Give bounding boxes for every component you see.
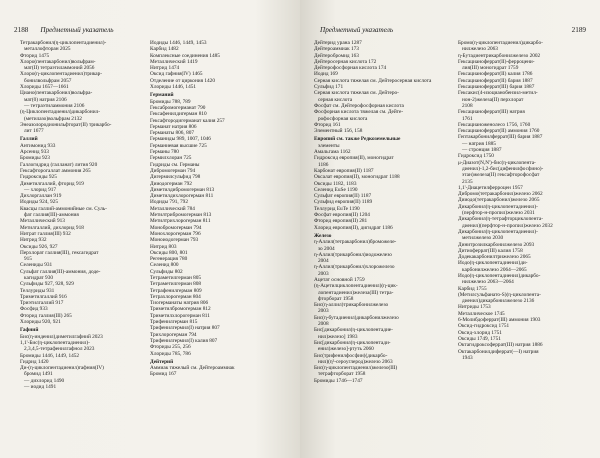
index-entry: Ди-(η-циклопентадиенил)гафния(IV) bbox=[20, 365, 104, 372]
index-entry: рофосфорная кислота bbox=[318, 115, 368, 122]
index-entry: Металлический 784 bbox=[150, 205, 195, 212]
index-entry: Оксиды 800, 801 bbox=[150, 249, 188, 256]
index-entry: мат(0) натрия 2106 bbox=[24, 96, 67, 103]
index-entry: Сульфид 171 bbox=[314, 84, 344, 91]
index-entry: енил)железо]-ртуть 2060 bbox=[318, 346, 374, 353]
index-entry: Селенид 800 bbox=[150, 262, 179, 269]
index-entry: Триметилгаллий 916 bbox=[20, 293, 67, 300]
index-entry: Диметилдибромогерман 813 bbox=[150, 186, 215, 193]
index-entry: Бромиды 923 bbox=[20, 155, 50, 162]
index-entry: Дейтероаммиак 173 bbox=[314, 46, 359, 53]
index-entry: Гексафторогаллат аммония 265 bbox=[20, 167, 91, 174]
index-entry: Фторид галлия(III) 265 bbox=[20, 312, 72, 319]
index-entry: Селенид EuSe 1190 bbox=[314, 186, 358, 193]
index-entry: Дейтеробромид 163 bbox=[314, 52, 359, 59]
index-entry: 1,1'-Диацетилферроцен 1957 bbox=[458, 184, 523, 191]
index-entry: Бромид 167 bbox=[150, 371, 177, 378]
index-entry: Оксалат европия(II), моногидрат 1188 bbox=[314, 174, 400, 181]
index-entry: (η-Ацетилциклопентадиенил)(η-цик- bbox=[314, 283, 398, 290]
index-entry: Галлогидрид (галланат) лития 920 bbox=[20, 161, 98, 168]
index-entry: Фосфид 933 bbox=[20, 306, 48, 313]
index-entry: (Метилсульфанато-S)(η-циклопента- bbox=[458, 291, 541, 298]
index-entry: Бис(η-циклопентадиенил)железо(III) bbox=[314, 365, 398, 372]
index-section-heading: Европий см. также Редкоземельные bbox=[314, 136, 401, 143]
index-entry: элементы bbox=[318, 142, 340, 149]
index-entry: 2135 bbox=[462, 178, 473, 185]
index-entry: Триметилбромогерман 812 bbox=[150, 306, 211, 313]
index-entry: Дибромогерман 794 bbox=[150, 167, 196, 174]
index-entry: — стронция 1887 bbox=[462, 147, 502, 154]
index-entry: Диметилгаллий, фторид 919 bbox=[20, 180, 84, 187]
index-entry: Моноиодогерман 793 bbox=[150, 237, 199, 244]
index-entry: Метилтрихлорогерман 811 bbox=[150, 218, 211, 225]
index-entry: карбонилжелезо 2064—2065 bbox=[462, 266, 527, 273]
index-entry: Бромиды 1746—1747 bbox=[314, 377, 363, 384]
index-entry: Дигермилсульфид 798 bbox=[150, 174, 201, 181]
index-entry: тетрафторборат 1958 bbox=[318, 371, 366, 378]
index-entry: нил)железо] 1983 bbox=[318, 333, 358, 340]
index-entry: диенил)дикарбонилжелезо 2136 bbox=[462, 298, 535, 305]
index-entry: Хлориды 920, 921 bbox=[20, 319, 61, 326]
index-entry: серная кислота bbox=[318, 96, 353, 103]
index-column bbox=[314, 40, 432, 384]
index-entry: Фторид 1475 bbox=[20, 52, 50, 59]
index-entry: металлофторан 2025 bbox=[24, 46, 71, 53]
index-entry: Гексацианоферрат(II) аммония 1760 bbox=[458, 128, 540, 135]
index-entry: Гидроксид 1750 bbox=[458, 153, 494, 160]
index-entry: нилжелезо 2063—2064 bbox=[462, 279, 514, 286]
index-entry: 2004 bbox=[318, 258, 329, 265]
index-entry: Гексацианоферрат(II)-ферроцени- bbox=[458, 58, 535, 65]
index-entry: Гермилхлоран 725 bbox=[150, 155, 192, 162]
index-entry: Бромо(η-циклопентадиенил)дикарбо- bbox=[458, 40, 543, 46]
index-section-heading: Гафний bbox=[20, 327, 39, 334]
index-entry: Фториды 255, 256 bbox=[150, 344, 191, 351]
index-entry: мат(II) тетраэтиламмоний 2056 bbox=[24, 65, 95, 72]
left-page-header bbox=[14, 26, 113, 34]
index-entry: Тетраметилгерман 808 bbox=[150, 281, 202, 288]
index-entry: Гексабромогерманат 790 bbox=[150, 104, 206, 111]
index-entry: Дикарбонил(η-тетрафторциклопента- bbox=[458, 216, 543, 223]
index-entry: Бис(η-бутадиенил)дикарбонилжелезо bbox=[314, 314, 399, 321]
index-section-heading: Дейтерий bbox=[150, 358, 174, 365]
index-column bbox=[458, 40, 580, 361]
index-entry: Нитрид 1474 bbox=[150, 65, 180, 72]
index-entry: 2003 bbox=[318, 270, 329, 277]
index-entry: Триметилхлорогерман 811 bbox=[150, 312, 210, 319]
index-entry: Фторид 161 bbox=[314, 121, 341, 128]
index-entry: Дииодо(тетракарбонил)железо 2065 bbox=[458, 197, 540, 204]
index-entry: Фторид европия(II) 281 bbox=[314, 218, 368, 225]
index-entry: Гексацианоферрат(II) калия 1786 bbox=[458, 71, 533, 78]
index-entry: Сульфат европия(II) 1187 bbox=[314, 193, 372, 200]
index-entry: Сульфиды 927, 928, 929 bbox=[20, 281, 74, 288]
index-entry: (η-Циклопентадиенил)дикарбонил- bbox=[20, 109, 100, 116]
index-entry: Бис(трифенилфосфин)(дикарбо- bbox=[314, 352, 388, 359]
running-title: Предметный указатель bbox=[320, 26, 394, 34]
index-entry: метилжелезо 2030 bbox=[462, 235, 504, 242]
index-entry: Бис[дикарбонил(η-циклопентадие- bbox=[314, 327, 393, 334]
running-title: Предметный указатель bbox=[40, 26, 114, 34]
index-entry: диенил)-1,2-бис(дифенилфосфино)- bbox=[462, 165, 544, 172]
index-entry: Хлориды 785, 786 bbox=[150, 350, 191, 357]
index-entry: Оксиды 1182, 1183 bbox=[314, 180, 357, 187]
index-entry: нил)(η²-сероуглерод)железо 2063 bbox=[318, 358, 393, 365]
index-entry: Гидрид 1420 bbox=[20, 358, 49, 365]
index-entry: Иодо(η-циклопентадиенил)ди- bbox=[458, 260, 528, 267]
index-entry: Дитиоферрат(III) калия 1758 bbox=[458, 247, 523, 254]
index-entry: Гексацианоферрат(III) натрия bbox=[458, 109, 525, 116]
index-entry: Тетракарбонил(η-циклопентадиенил)- bbox=[20, 40, 107, 46]
index-entry: Металлический 913 bbox=[20, 218, 65, 225]
index-entry: Нитрид 803 bbox=[150, 243, 177, 250]
index-column bbox=[20, 40, 134, 390]
index-entry: Трифенилгермил(I) натрия 807 bbox=[150, 325, 220, 332]
index-entry: μ-Диазот(N,N')-бис(η-циклопента- bbox=[458, 159, 536, 166]
index-section-heading: Германий bbox=[150, 92, 174, 99]
index-entry: Бис(η-инденил)диметилгафний 2023 bbox=[20, 333, 103, 340]
index-entry: Тетрафенилгерман 809 bbox=[150, 287, 202, 294]
index-entry: Гидроксид европия(II), моногидрат bbox=[314, 155, 394, 162]
index-entry: Монобромогерман 794 bbox=[150, 224, 202, 231]
index-entry: — дихлорид 1490 bbox=[24, 377, 65, 384]
index-entry: Бис[дикарбонил(η-циклопентади- bbox=[314, 339, 391, 346]
index-entry: Гидриды см. Германы bbox=[150, 161, 200, 168]
index-entry: 915 bbox=[24, 256, 32, 263]
index-entry: 2,3,4,5-тетрафенилгафнол 2023 bbox=[24, 346, 95, 353]
index-entry: Германаты 806, 807 bbox=[150, 130, 195, 137]
index-entry: Оксид гафния(IV) 1465 bbox=[150, 71, 203, 78]
index-entry: η-Бутадиентрикарбонилжелезо 2002 bbox=[458, 52, 541, 59]
index-entry: бонилвольфрам 2057 bbox=[24, 77, 72, 84]
index-entry: Бромиды 788, 789 bbox=[150, 98, 191, 105]
index-entry: нилжелезо 2063 bbox=[462, 46, 498, 53]
index-entry: фторборат 1958 bbox=[318, 295, 354, 302]
index-entry: Дихлоргаллан 919 bbox=[20, 193, 62, 200]
index-entry: — иодид 1491 bbox=[24, 384, 57, 391]
index-entry: Метилгаллий, дихлорид 918 bbox=[20, 224, 84, 231]
index-entry: (перфтор-н-пропил)железо 2031 bbox=[462, 210, 535, 217]
index-entry: Диметилдихлорогерман 811 bbox=[150, 193, 214, 200]
index-entry: Бромиды 1446, 1449, 1452 bbox=[20, 352, 80, 359]
index-entry: Оксиды 926, 927 bbox=[20, 243, 58, 250]
index-entry: Гексацианоженолесо 1756, 1760 bbox=[458, 121, 531, 128]
index-entry: зо 2004 bbox=[318, 245, 335, 252]
index-entry: Дииодогерман 792 bbox=[150, 180, 192, 187]
left-index-columns bbox=[0, 40, 300, 450]
index-entry: Гексацианоферрат(II) бария 1887 bbox=[458, 77, 533, 84]
index-section-heading: Железо bbox=[314, 232, 332, 239]
index-entry: 2108 bbox=[462, 102, 473, 109]
index-entry: Дикарбонил(η-циклопентадиенил)- bbox=[458, 228, 538, 235]
index-entry: Нитрат галлия(III) 932 bbox=[20, 230, 71, 237]
index-entry: Триэтилгаллий 917 bbox=[20, 300, 64, 307]
index-entry: — натрия 1885 bbox=[462, 140, 496, 147]
index-entry: Гексафенилдигерман 810 bbox=[150, 111, 207, 118]
index-entry: кагидрат 930 bbox=[24, 274, 53, 281]
index-entry: Гептакарбонилферрат(III) бария 1887 bbox=[458, 134, 543, 141]
index-entry: 1186 bbox=[318, 161, 329, 168]
index-entry: Октагидроксоферрат(III) натрия 1886 bbox=[458, 342, 543, 349]
index-entry: 2008 bbox=[318, 321, 329, 328]
index-entry: 1761 bbox=[462, 115, 473, 122]
index-entry: Фосфат европия(II) 1204 bbox=[314, 212, 370, 219]
index-entry: 2003 bbox=[318, 308, 329, 315]
index-entry: Динитрозилкарбонилжелезо 2093 bbox=[458, 241, 535, 248]
index-entry: нон-2)железа(II) перхлорат bbox=[462, 96, 524, 103]
index-entry: Гексафтородигерманат калия 257 bbox=[150, 117, 225, 124]
index-entry: Антимонид 933 bbox=[20, 142, 56, 149]
index-entry: Серная кислота тяжелая см. Дейтеросерная кислота bbox=[314, 77, 432, 84]
index-entry: Додекакарбонилтрижелезо 2065 bbox=[458, 254, 531, 261]
index-entry: Иодиды 924, 925 bbox=[20, 199, 58, 206]
index-entry: Серная кислота тяжелая см. Дейтеро- bbox=[314, 90, 399, 97]
index-entry: Перхлорат галлия(III), гексагидрат bbox=[20, 249, 99, 256]
index-entry: Фосфорная кислота тяжелая см. Дейте- bbox=[314, 109, 404, 116]
index-entry: этан)железа(II) гексафторофосфат bbox=[462, 172, 540, 179]
index-entry: Германиды 989, 1007, 1046 bbox=[150, 136, 211, 143]
index-entry: лопентадиенил)железа(III) тетра- bbox=[318, 289, 394, 296]
index-entry: Отделение от циркония 1420 bbox=[150, 77, 215, 84]
index-entry: Иодид 169 bbox=[314, 71, 338, 78]
index-entry: 1943 bbox=[462, 354, 473, 361]
index-entry: Ацетат основной 1759 bbox=[314, 276, 365, 283]
index-entry: Регенерация 780 bbox=[150, 256, 188, 263]
index-entry: Метилтрибромогерман 813 bbox=[150, 212, 212, 219]
index-entry: (метилазо)вольфрам 2132 bbox=[24, 115, 82, 122]
index-entry: Октакарбонилдиферрат(—I) натрия bbox=[458, 348, 539, 355]
index-entry: — тетраэтиламмония 2106 bbox=[24, 102, 85, 109]
index-section-heading: Галлий bbox=[20, 136, 38, 143]
index-entry: Теллурид EuTe 1190 bbox=[314, 205, 360, 212]
index-entry: Дибромо(тетракарбонил)железо 2062 bbox=[458, 191, 543, 198]
index-entry: Аммиак тяжелый см. Дейтероаммиак bbox=[150, 365, 235, 372]
index-entry: лит 1677 bbox=[24, 128, 44, 135]
index-entry: Сульфиды 802 bbox=[150, 268, 183, 275]
index-entry: Хлориды 1657—1661 bbox=[20, 84, 69, 91]
index-entry: Металлический 1419 bbox=[150, 58, 198, 65]
index-entry: бромид 1491 bbox=[24, 371, 53, 378]
right-page-header bbox=[320, 26, 586, 34]
index-entry: Теллуриды 931 bbox=[20, 287, 55, 294]
index-entry: Германат натрия 806 bbox=[150, 123, 197, 130]
index-column bbox=[150, 40, 266, 378]
index-entry: Карбид 1755 bbox=[458, 285, 487, 292]
index-entry: Фосфат см. Дейтерофосфорная кислота bbox=[314, 102, 404, 109]
index-entry: η-Аллил(трикарбонил)иодожелезо bbox=[314, 251, 392, 258]
index-entry: 6-Молибдоферрат(III) аммония 1903 bbox=[458, 317, 541, 324]
index-entry: η-Аллил(трикарбонил)хлорожелезо bbox=[314, 264, 395, 271]
page-number: 2189 bbox=[571, 26, 586, 34]
index-entry: Хлоро(η-циклопентадиенил)трикар- bbox=[20, 71, 103, 78]
index-entry: η-Аллил(тетракарбонил)броможеле- bbox=[314, 239, 397, 246]
index-entry: Дикарбонил(η-циклопентадиенил)- bbox=[458, 203, 538, 210]
index-entry: Тетраметилгерман 805 bbox=[150, 274, 202, 281]
index-entry: Комплексные соединения 1485 bbox=[150, 52, 220, 59]
index-entry: лия(III) моногидрат 1759 bbox=[462, 65, 519, 72]
index-entry: Сульфат галлия(III)-аммония, доде- bbox=[20, 268, 101, 275]
index-entry: Бис(η-аллил)трикарбонилжелезо bbox=[314, 302, 389, 309]
index-entry: Трифенилгерман 815 bbox=[150, 319, 198, 326]
index-entry: Хлорид европия(II), дигидрат 1186 bbox=[314, 224, 393, 231]
index-entry: Металлическое 1745 bbox=[458, 310, 505, 317]
index-entry: Иодо(η-циклопентадиенил)дикарбо- bbox=[458, 272, 541, 279]
index-entry: Монохлорогерман 796 bbox=[150, 230, 201, 237]
index-entry: Оксид-хлорид 1751 bbox=[458, 329, 502, 336]
index-entry: диенил)(перфтор-н-пропил)железо 2032 bbox=[462, 222, 553, 229]
index-entry: Квасцы галлий-аммонийные см. Суль- bbox=[20, 205, 107, 212]
index-entry: Арсенид 933 bbox=[20, 149, 49, 156]
index-entry: Тетрахлорогерман 804 bbox=[150, 293, 201, 300]
index-entry: Тиогерманаты натрия 806 bbox=[150, 300, 209, 307]
index-entry: 1,1'-Бис(η-циклопентадиенил)- bbox=[20, 339, 90, 346]
index-entry: Гексацианоферрат(III) бария 1887 bbox=[458, 84, 535, 91]
index-entry: Хлориды 1446, 1451 bbox=[150, 84, 197, 91]
index-entry: Амальгама 1162 bbox=[314, 149, 351, 156]
index-entry: Нитрид 932 bbox=[20, 237, 47, 244]
index-entry: Оксид-гидроксид 1751 bbox=[458, 323, 510, 330]
index-entry: Оксиды 1749, 1751 bbox=[458, 335, 501, 342]
index-entry: Дейтерофосфорная кислота 174 bbox=[314, 65, 387, 72]
index-entry: Хлоро(пентакарбонил)вольфрам- bbox=[20, 58, 96, 65]
index-entry: Трифенилгермил(I) калия 807 bbox=[150, 337, 218, 344]
index-entry: Гидроксиды 925 bbox=[20, 174, 57, 181]
index-entry: Карбид 1482 bbox=[150, 46, 179, 53]
index-entry: Гексакис(4-изоцианобензил-метил- bbox=[458, 90, 538, 97]
index-entry: Трихлорогерман 794 bbox=[150, 331, 197, 338]
index-entry: Германиевая высшие 725 bbox=[150, 142, 207, 149]
index-entry: Карбонат европия(II) 1187 bbox=[314, 167, 374, 174]
index-entry: Иодиды 791, 792 bbox=[150, 199, 188, 206]
index-entry: Нитриды 1753 bbox=[458, 304, 491, 311]
index-entry: Дейтерид урана 1287 bbox=[314, 40, 362, 46]
index-entry: Циано(пентакарбонил)вольфра- bbox=[20, 90, 93, 97]
index-entry: Сульфид европия(II) 1189 bbox=[314, 199, 373, 206]
index-entry: Элементный 156, 158 bbox=[314, 128, 363, 135]
right-index-columns bbox=[300, 40, 600, 450]
index-entry: Дейтеросерная кислота 172 bbox=[314, 58, 377, 65]
page-number: 2188 bbox=[14, 26, 29, 34]
right-page bbox=[300, 0, 600, 458]
index-entry: Германы 780 bbox=[150, 149, 179, 156]
index-entry: Иодиды 1446, 1449, 1453 bbox=[150, 40, 207, 46]
index-entry: фат галлия(III)-аммония bbox=[24, 212, 79, 219]
index-entry: — хлорид 917 bbox=[24, 186, 57, 193]
index-entry: Энеазолородионильфторат(II) трикарбо- bbox=[20, 121, 112, 128]
index-entry: Селениды 931 bbox=[20, 262, 53, 269]
